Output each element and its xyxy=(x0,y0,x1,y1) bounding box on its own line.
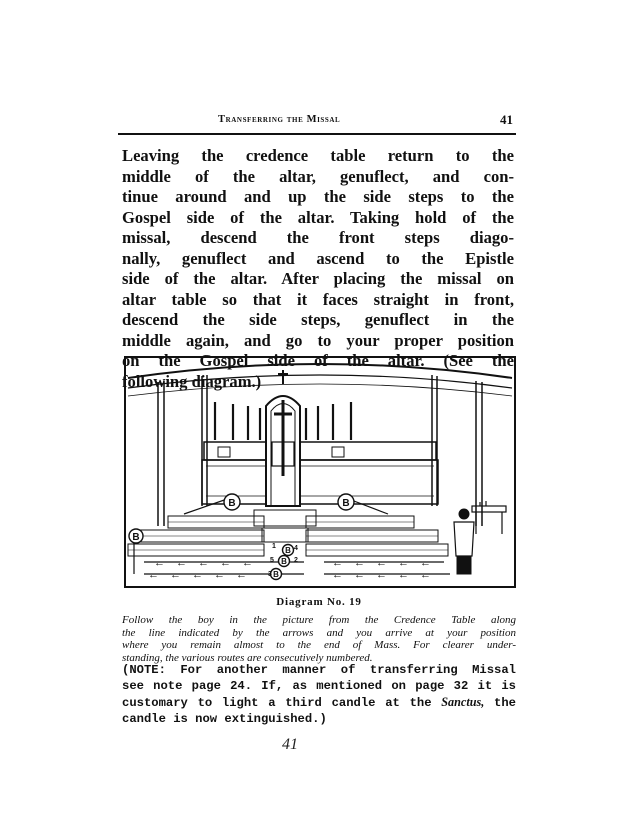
handwritten-page-number: 41 xyxy=(282,736,298,753)
route-number: 4 xyxy=(294,545,298,552)
note-italic: Sanctus, xyxy=(441,695,485,709)
svg-text:←: ← xyxy=(148,569,159,581)
marker-b-label: B xyxy=(273,570,279,579)
body-line: following diagram.) xyxy=(122,371,262,391)
marker-b-label: B xyxy=(285,546,291,555)
body-line: middle again, and go to your proper position xyxy=(122,330,514,350)
svg-text:←: ← xyxy=(236,569,247,581)
caption-line: the line indicated by the arrows and you arrive at your position xyxy=(122,626,516,639)
svg-text:←: ← xyxy=(192,569,203,581)
svg-text:←: ← xyxy=(198,557,209,569)
svg-text:←: ← xyxy=(242,557,253,569)
altar-diagram xyxy=(124,356,516,588)
body-line: Gospel side of the altar. Taking hold of the xyxy=(122,207,514,227)
route-number: 1 xyxy=(272,543,276,550)
body-line: middle of the altar, genuflect, and con- xyxy=(122,166,514,186)
diagram-caption xyxy=(122,614,516,664)
marker-b-label: B xyxy=(228,498,236,509)
page-header xyxy=(120,112,515,130)
svg-text:←: ← xyxy=(354,569,365,581)
caption-line: where you remain almost to the end of Mass. For clearer under- xyxy=(122,639,516,652)
body-line: missal, descend the front steps diago- xyxy=(122,228,514,247)
svg-text:←: ← xyxy=(332,557,343,569)
body-line: Leaving the credence table return to the xyxy=(122,146,514,165)
route-number: 3 xyxy=(268,571,272,578)
marker-b-label: B xyxy=(342,498,350,509)
svg-text:←: ← xyxy=(398,557,409,569)
svg-text:←: ← xyxy=(220,557,231,569)
body-line: on the Gospel side of the altar. (See the xyxy=(122,351,514,370)
svg-text:←: ← xyxy=(398,569,409,581)
marker-b-label: B xyxy=(281,557,287,566)
route-number: 2 xyxy=(294,557,298,564)
header-rule xyxy=(118,133,516,135)
svg-text:←: ← xyxy=(214,569,225,581)
route-number: 5 xyxy=(270,557,274,564)
body-line: side of the altar. After placing the missal on xyxy=(122,269,514,288)
note-line: see note page 24. If, as mentioned on page 32 it is xyxy=(122,679,516,693)
svg-text:←: ← xyxy=(354,557,365,569)
svg-text:←: ← xyxy=(176,557,187,569)
body-line: nally, genuflect and ascend to the Epistle xyxy=(122,248,514,268)
running-title: Transferring the Missal xyxy=(218,114,341,125)
svg-text:←: ← xyxy=(170,569,181,581)
marker-b-label: B xyxy=(132,532,140,543)
diagram-title: Diagram No. 19 xyxy=(276,596,362,608)
svg-text:←: ← xyxy=(332,569,343,581)
svg-text:←: ← xyxy=(420,557,431,569)
caption-line: standing, the various routes are consecutively numbered. xyxy=(122,651,373,664)
svg-text:←: ← xyxy=(376,569,387,581)
note-line xyxy=(122,694,516,711)
note-line: (NOTE: For another manner of transferring Missal xyxy=(122,663,516,677)
altar-diagram-illustration xyxy=(124,356,516,588)
note-text: customary to light a third candle at the xyxy=(122,696,442,710)
svg-text:←: ← xyxy=(154,557,165,569)
body-line: descend the side steps, genuflect in the xyxy=(122,310,514,329)
body-line: tinue around and up the side steps to the xyxy=(122,187,514,206)
svg-text:←: ← xyxy=(420,569,431,581)
caption-line: Follow the boy in the picture from the Credence Table along xyxy=(122,614,516,626)
body-line: altar table so that it faces straight in front, xyxy=(122,289,514,309)
svg-text:←: ← xyxy=(376,557,387,569)
page-number: 41 xyxy=(500,112,513,127)
note-line: candle is now extinguished.) xyxy=(122,712,327,726)
note-text: the xyxy=(484,696,516,710)
note-paragraph xyxy=(122,662,516,727)
